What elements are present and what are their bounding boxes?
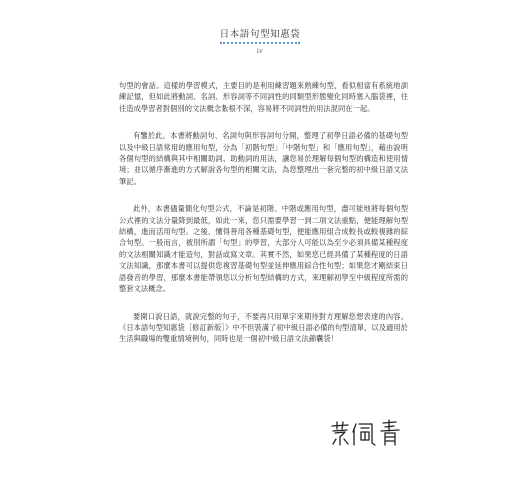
paragraph-3: 此外，本書儘量簡化句型公式，不論是初階、中階或應用句型，盡可能地將每個句型公式裡的文法分量降到最低，如此一來，您只需要學習一到二項文法重點，便能理解句型結構，進而活用句型。之後，懂得善用各種基礎句型，便能應用組合成較長或較複雜的綜合句型。一般而言，被別所謂「句型」的學習，大部分人可能以為至少必須具備某種程度的文法相關知識才能造句，對話或寫文章。其實不然，如果您已經具備了某種程度的日語文法知識，那麼本書可以提供您複習基礎句型並延伸應用綜合性句型；如果您才剛結束日語發音的學習，那麼本書能帶領您以分析句型結構的方式，來理解初學至中級程度所需的整套文法概念。 [119, 204, 408, 294]
preface-body [119, 80, 408, 361]
page-header [0, 22, 520, 55]
author-signature [328, 418, 408, 448]
running-title: 日本語句型知惠袋 [220, 26, 301, 44]
page-number: iv [256, 48, 264, 55]
paragraph-4: 要開口說日語，就說完整的句子，不要再只用單字來期待對方理解您想表達的內容。《日本語句型知惠袋［修訂新版］》中不但裝滿了初中級日語必備的句型清單，以及適用於生活與職場的雙重情境例句，同時也是一個初中級日語文法錦囊袋！ [119, 311, 408, 344]
paragraph-2: 有鑒於此，本書將動詞句、名詞句與形容詞句分開，整理了初學日語必備的基礎句型以及中級日語常用的應用句型，分為「初階句型」「中階句型」和「應用句型」，藉由說明各個句型的結構與其中相關助詞、助動詞的用法，讓您易於理解每個句型的構造和使用情境；並以循序漸進的方式解說各句型的相關文法，為您整理出一套完整的初中級日語文法筆記。 [119, 131, 408, 186]
paragraph-1: 句型的會話。這樣的學習模式，主要目的是利用練習題來熟練句型，看似相當有系統地訓練記憶，但如此將動詞、名詞、形容詞等不同詞性的同類型形態變化同時塞入腦袋裡，往往造成學習者對個別的文法概念紮根不深，容易將不同詞性的用法混同在一起。 [119, 81, 408, 113]
